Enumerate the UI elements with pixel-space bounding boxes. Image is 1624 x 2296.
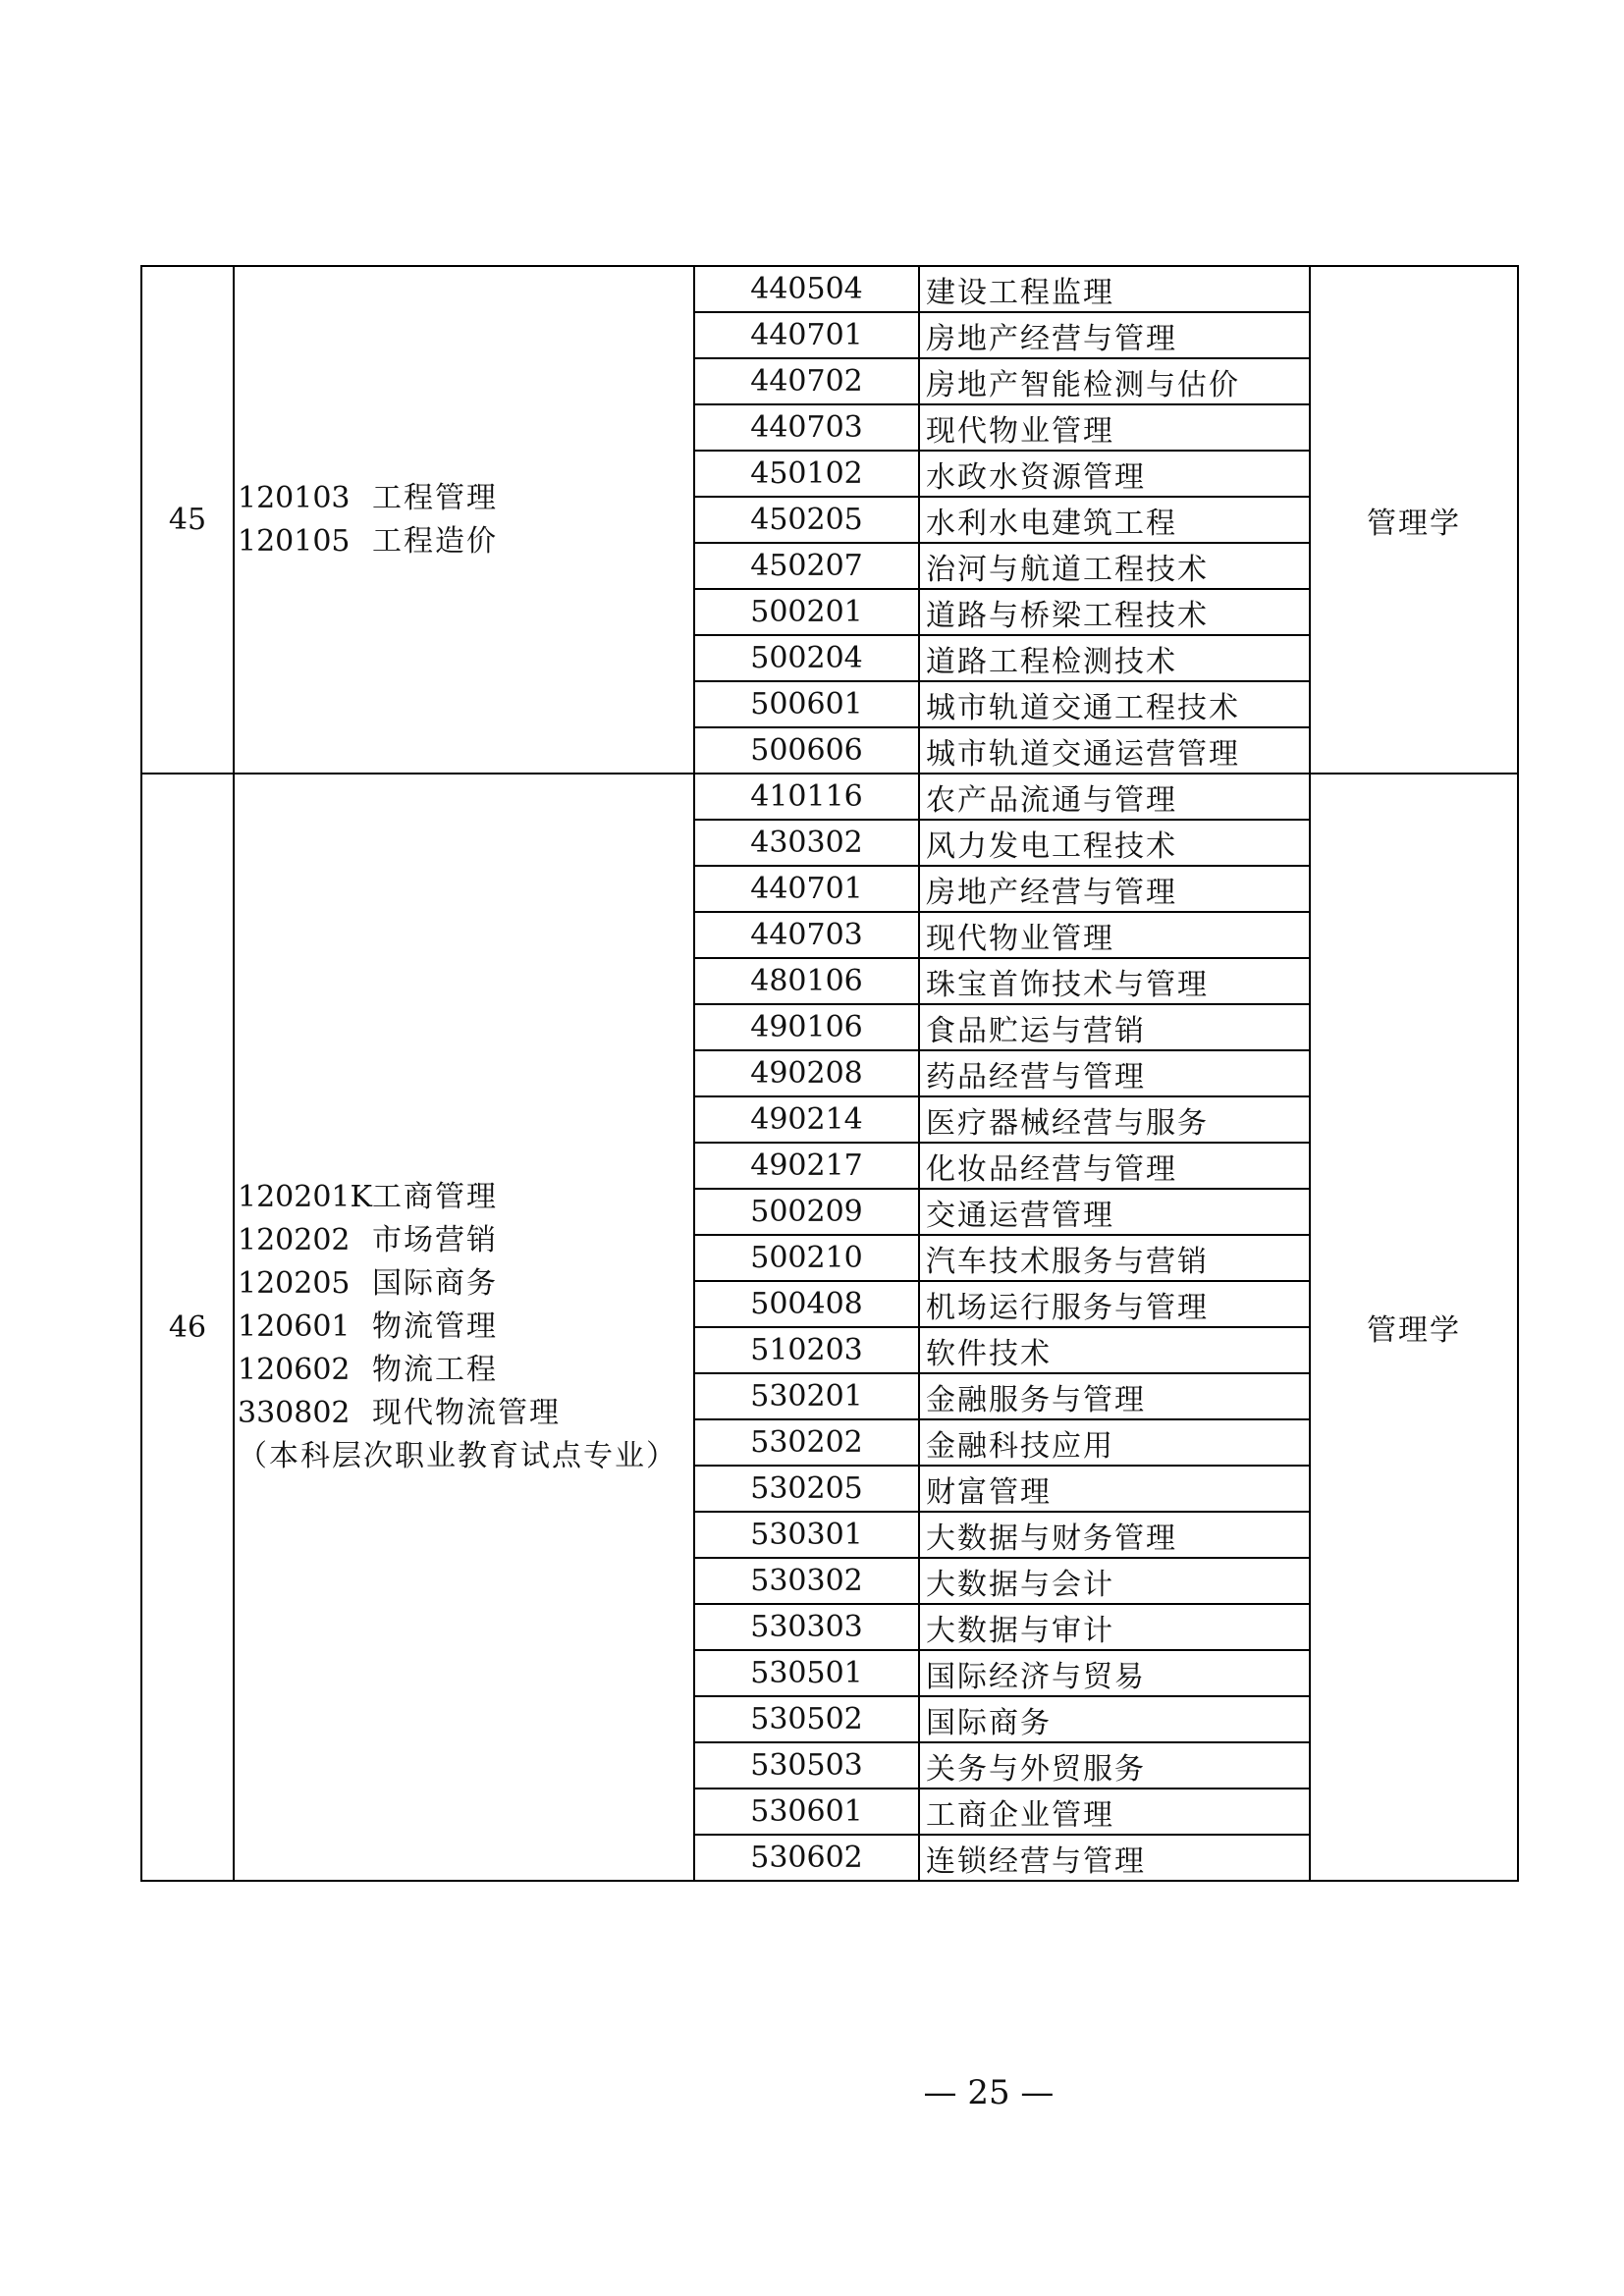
undergrad-major-code: 120202: [238, 1223, 351, 1257]
vocational-major-code: 490214: [694, 1096, 919, 1143]
vocational-major-name: 房地产经营与管理: [919, 312, 1310, 358]
undergrad-major-code: 120601: [238, 1309, 351, 1344]
vocational-major-code: 530601: [694, 1789, 919, 1835]
undergrad-major: [238, 1349, 693, 1392]
undergrad-major: [238, 1176, 693, 1219]
vocational-major-name: 城市轨道交通工程技术: [919, 681, 1310, 727]
undergrad-major-name: 市场营销: [372, 1223, 498, 1257]
undergrad-major: [238, 1392, 693, 1435]
undergrad-major-code: 120205: [238, 1266, 351, 1301]
undergrad-major-code: 120105: [238, 523, 351, 559]
vocational-major-code: 450205: [694, 497, 919, 543]
vocational-major-name: 治河与航道工程技术: [919, 543, 1310, 589]
vocational-major-name: 城市轨道交通运营管理: [919, 727, 1310, 774]
undergrad-major-name: 物流管理: [372, 1309, 498, 1344]
vocational-major-code: 530502: [694, 1696, 919, 1742]
vocational-major-name: 机场运行服务与管理: [919, 1281, 1310, 1327]
vocational-major-code: 500209: [694, 1189, 919, 1235]
undergrad-major-code: 120103: [238, 480, 351, 515]
vocational-major-code: 440703: [694, 404, 919, 451]
vocational-major-name: 现代物业管理: [919, 912, 1310, 958]
vocational-major-code: 530303: [694, 1604, 919, 1650]
vocational-major-code: 490217: [694, 1143, 919, 1189]
vocational-major-name: 道路与桥梁工程技术: [919, 589, 1310, 635]
table-row: [141, 266, 1518, 312]
undergrad-majors-cell: [234, 266, 694, 774]
group-number: 45: [141, 266, 234, 774]
undergrad-note: （本科层次职业教育试点专业）: [238, 1439, 677, 1473]
undergrad-major: [238, 477, 693, 520]
vocational-major-code: 500606: [694, 727, 919, 774]
vocational-major-name: 关务与外贸服务: [919, 1742, 1310, 1789]
undergrad-major-code: 120602: [238, 1353, 351, 1387]
vocational-major-code: 450102: [694, 451, 919, 497]
vocational-major-code: 440703: [694, 912, 919, 958]
discipline-category: 管理学: [1310, 774, 1518, 1881]
undergrad-major-name: 工程造价: [372, 523, 498, 559]
vocational-major-name: 农产品流通与管理: [919, 774, 1310, 820]
group-number: 46: [141, 774, 234, 1881]
major-correspondence-table: [140, 265, 1519, 1882]
vocational-major-name: 大数据与财务管理: [919, 1512, 1310, 1558]
undergrad-major-name: 工商管理: [372, 1180, 498, 1214]
vocational-major-name: 交通运营管理: [919, 1189, 1310, 1235]
vocational-major-code: 530205: [694, 1466, 919, 1512]
vocational-major-name: 水利水电建筑工程: [919, 497, 1310, 543]
vocational-major-code: 500601: [694, 681, 919, 727]
undergrad-major-name: 工程管理: [372, 480, 498, 515]
vocational-major-name: 房地产智能检测与估价: [919, 358, 1310, 404]
page-number-text: — 25 —: [923, 2073, 1055, 2112]
vocational-major-name: 国际经济与贸易: [919, 1650, 1310, 1696]
undergrad-major: [238, 1262, 693, 1306]
vocational-major-name: 道路工程检测技术: [919, 635, 1310, 681]
vocational-major-name: 工商企业管理: [919, 1789, 1310, 1835]
vocational-major-code: 530501: [694, 1650, 919, 1696]
vocational-major-code: 530302: [694, 1558, 919, 1604]
vocational-major-name: 珠宝首饰技术与管理: [919, 958, 1310, 1004]
vocational-major-name: 医疗器械经营与服务: [919, 1096, 1310, 1143]
vocational-major-code: 440701: [694, 866, 919, 912]
vocational-major-code: 440504: [694, 266, 919, 312]
vocational-major-name: 金融科技应用: [919, 1419, 1310, 1466]
undergrad-major: [238, 1306, 693, 1349]
vocational-major-name: 大数据与会计: [919, 1558, 1310, 1604]
vocational-major-name: 建设工程监理: [919, 266, 1310, 312]
vocational-major-code: 480106: [694, 958, 919, 1004]
vocational-major-name: 药品经营与管理: [919, 1050, 1310, 1096]
undergrad-major: [238, 520, 693, 563]
vocational-major-code: 490208: [694, 1050, 919, 1096]
undergrad-major-code: 330802: [238, 1396, 351, 1430]
vocational-major-name: 水政水资源管理: [919, 451, 1310, 497]
vocational-major-code: 430302: [694, 820, 919, 866]
vocational-major-name: 金融服务与管理: [919, 1373, 1310, 1419]
undergrad-major-name: 国际商务: [372, 1266, 498, 1301]
vocational-major-name: 汽车技术服务与营销: [919, 1235, 1310, 1281]
vocational-major-code: 500204: [694, 635, 919, 681]
undergrad-major-name: 物流工程: [372, 1353, 498, 1387]
vocational-major-name: 财富管理: [919, 1466, 1310, 1512]
vocational-major-name: 软件技术: [919, 1327, 1310, 1373]
table-row: [141, 774, 1518, 820]
vocational-major-code: 500210: [694, 1235, 919, 1281]
vocational-major-code: 530503: [694, 1742, 919, 1789]
vocational-major-code: 440702: [694, 358, 919, 404]
undergrad-major: [238, 1219, 693, 1262]
vocational-major-name: 连锁经营与管理: [919, 1835, 1310, 1881]
vocational-major-code: 500201: [694, 589, 919, 635]
vocational-major-name: 国际商务: [919, 1696, 1310, 1742]
vocational-major-name: 现代物业管理: [919, 404, 1310, 451]
vocational-major-name: 房地产经营与管理: [919, 866, 1310, 912]
vocational-major-name: 化妆品经营与管理: [919, 1143, 1310, 1189]
table-body: [141, 266, 1518, 1881]
vocational-major-code: 490106: [694, 1004, 919, 1050]
page-number: [0, 2073, 1624, 2112]
vocational-major-name: 大数据与审计: [919, 1604, 1310, 1650]
vocational-major-code: 510203: [694, 1327, 919, 1373]
undergrad-major-code: 120201K: [238, 1180, 372, 1214]
discipline-category: 管理学: [1310, 266, 1518, 774]
vocational-major-code: 410116: [694, 774, 919, 820]
undergrad-major-name: 现代物流管理: [372, 1396, 561, 1430]
vocational-major-name: 风力发电工程技术: [919, 820, 1310, 866]
vocational-major-code: 530602: [694, 1835, 919, 1881]
vocational-major-name: 食品贮运与营销: [919, 1004, 1310, 1050]
vocational-major-code: 500408: [694, 1281, 919, 1327]
vocational-major-code: 450207: [694, 543, 919, 589]
vocational-major-code: 440701: [694, 312, 919, 358]
vocational-major-code: 530201: [694, 1373, 919, 1419]
undergrad-majors-cell: [234, 774, 694, 1881]
vocational-major-code: 530301: [694, 1512, 919, 1558]
vocational-major-code: 530202: [694, 1419, 919, 1466]
